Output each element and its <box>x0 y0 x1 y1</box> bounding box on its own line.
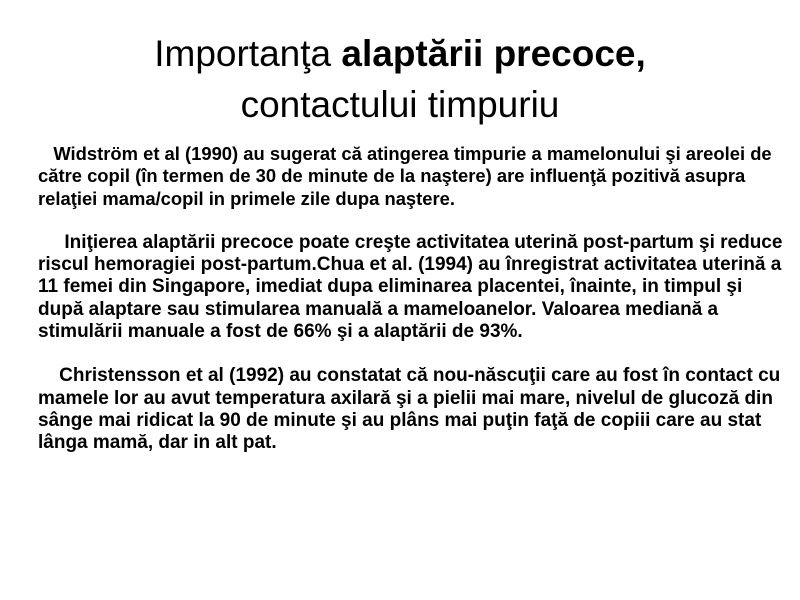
slide-title <box>40 28 760 130</box>
paragraph-indent <box>38 365 59 386</box>
paragraph-indent <box>38 143 53 164</box>
title-line-2: contactului timpuriu <box>240 84 560 125</box>
paragraph-chua <box>38 232 784 343</box>
paragraph-indent <box>38 232 64 253</box>
title-part-regular: Importanţa <box>154 33 342 74</box>
paragraph-christensson <box>38 365 784 454</box>
paragraph-widstrom <box>38 143 784 210</box>
title-part-bold: alaptării precoce, <box>341 33 646 74</box>
slide-body <box>38 143 784 455</box>
paragraph-text: Widström et al (1990) au sugerat că atingerea timpurie a mamelonului şi areolei de către copil (în termen de 30 de minute de la naştere) are influenţă pozitivă asupra relaţiei mama/copil in primele zile dupa naştere. <box>38 143 772 209</box>
paragraph-text: Iniţierea alaptării precoce poate creşte activitatea uterină post-partum şi reduce riscul hemoragiei post-partum.Chua et al. (1994) au înregistrat activitatea uterină a 11 femei din Singapore, imediat dupa eliminarea placentei, înainte, in timpul şi după alaptare sau stimularea manuală a mameloanelor. Valoarea mediană a stimulării manuale a fost de 66% şi a alaptării de 93%. <box>38 231 783 343</box>
paragraph-text: Christensson et al (1992) au constatat că nou-născuţii care au fost în contact cu mamele lor au avut temperatura axilară şi a pielii mai mare, nivelul de glucoză din sânge mai ridicat la 90 de minute şi au plâns mai puţin faţă de copiii care au stat lânga mamă, dar in alt pat. <box>38 365 781 454</box>
